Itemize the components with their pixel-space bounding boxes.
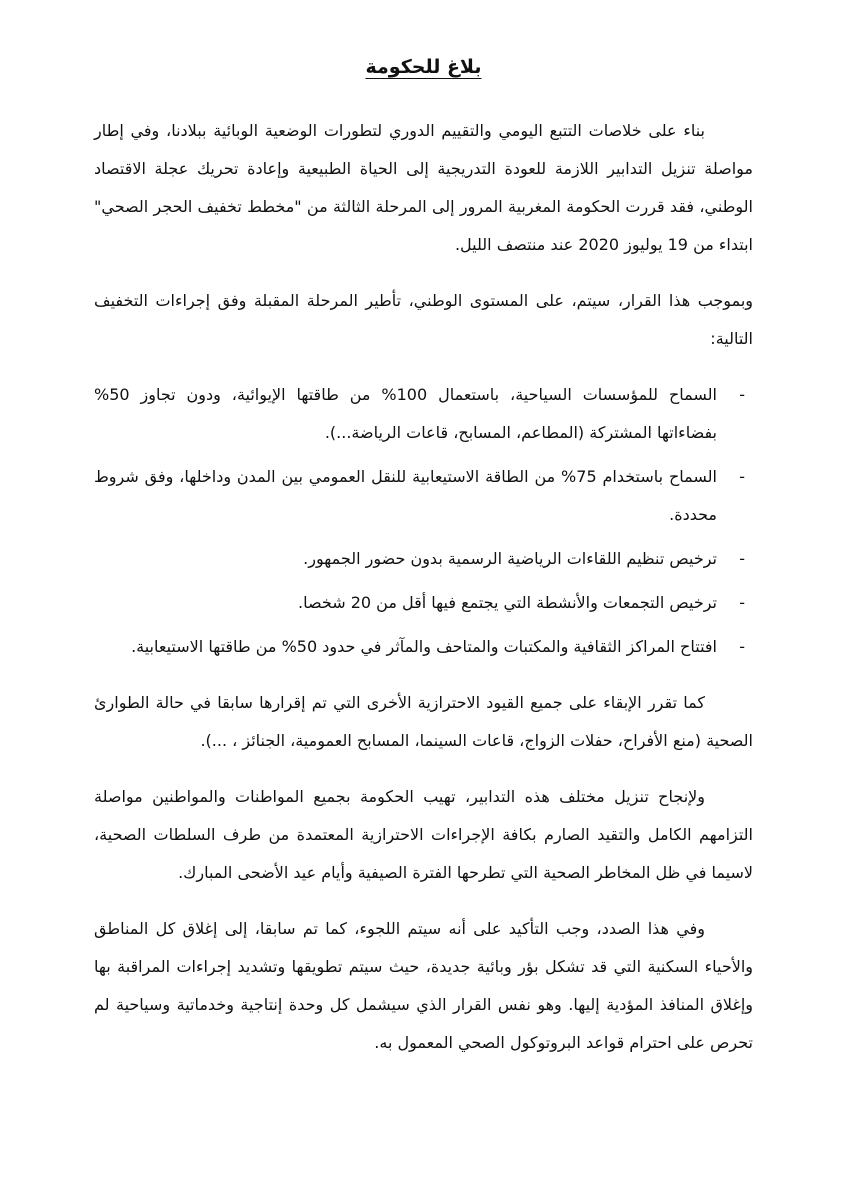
- closure-paragraph: وفي هذا الصدد، وجب التأكيد على أنه سيتم اللجوء، كما تم سابقا، إلى إغلاق كل المناطق والأحياء السكنية التي قد تشكل بؤر وبائية جديدة، حيث سيتم تطويقها وتشديد إجراءات المراقبة بها وإغلاق المنافذ المؤدية إليها. وهو نفس القرار الذي سيشمل كل وحدة إنتاجية وخدماتية وسياحية لم تحرص على احترام قواعد البروتوكول الصحي المعمول به.: [94, 919, 753, 1052]
- list-item-text: السماح للمؤسسات السياحية، باستعمال 100% من طاقتها الإيوائية، ودون تجاوز 50% بفضاءاتها المشتركة (المطاعم، المسابح، قاعات الرياضة...).: [94, 385, 718, 442]
- appeal-paragraph: ولإنجاح تنزيل مختلف هذه التدابير، تهيب الحكومة بجميع المواطنات والمواطنين مواصلة التزامهم الكامل والتقيد الصارم بكافة الإجراءات الاحترازية المعتمدة من طرف السلطات الصحية، لاسيما في ظل المخاطر الصحية التي تطرحها الفترة الصيفية وأيام عيد الأضحى المبارك.: [94, 787, 753, 882]
- list-item: [94, 628, 753, 666]
- list-item-text: السماح باستخدام 75% من الطاقة الاستيعابية للنقل العمومي بين المدن وداخلها، وفق شروط محددة.: [94, 467, 718, 524]
- bullet-dash: -: [739, 593, 745, 612]
- restrictions-paragraph: كما تقرر الإبقاء على جميع القيود الاحترازية الأخرى التي تم إقرارها سابقا في حالة الطوارئ الصحية (منع الأفراح، حفلات الزواج، قاعات السينما، المسابح العمومية، الجنائز ، ...).: [94, 693, 753, 750]
- list-item: [94, 376, 753, 452]
- bullet-dash: -: [739, 637, 745, 656]
- list-item-text: ترخيص التجمعات والأنشطة التي يجتمع فيها أقل من 20 شخصا.: [298, 593, 717, 612]
- bullet-dash: -: [739, 385, 745, 404]
- list-item-text: افتتاح المراكز الثقافية والمكتبات والمتاحف والمآثر في حدود 50% من طاقتها الاستيعابية.: [131, 637, 717, 656]
- measures-list: [94, 376, 753, 666]
- bullet-dash: -: [739, 549, 745, 568]
- intro-paragraph: بناء على خلاصات التتبع اليومي والتقييم الدوري لتطورات الوضعية الوبائية ببلادنا، وفي إطار مواصلة تنزيل التدابير اللازمة للعودة التدريجية إلى الحياة الطبيعية وإعادة تحريك عجلة الاقتصاد الوطني، فقد قررت الحكومة المغربية المرور إلى المرحلة الثالثة من "مخطط تخفيف الحجر الصحي" ابتداء من 19 يوليوز 2020 عند منتصف الليل.: [94, 121, 753, 254]
- bullet-dash: -: [739, 467, 745, 486]
- measures-intro-paragraph: وبموجب هذا القرار، سيتم، على المستوى الوطني، تأطير المرحلة المقبلة وفق إجراءات التخفيف التالية:: [94, 291, 753, 348]
- list-item: [94, 584, 753, 622]
- list-item-text: ترخيص تنظيم اللقاءات الرياضية الرسمية بدون حضور الجمهور.: [303, 549, 717, 568]
- list-item: [94, 458, 753, 534]
- list-item: [94, 540, 753, 578]
- document-title: بلاغ للحكومة: [365, 56, 482, 78]
